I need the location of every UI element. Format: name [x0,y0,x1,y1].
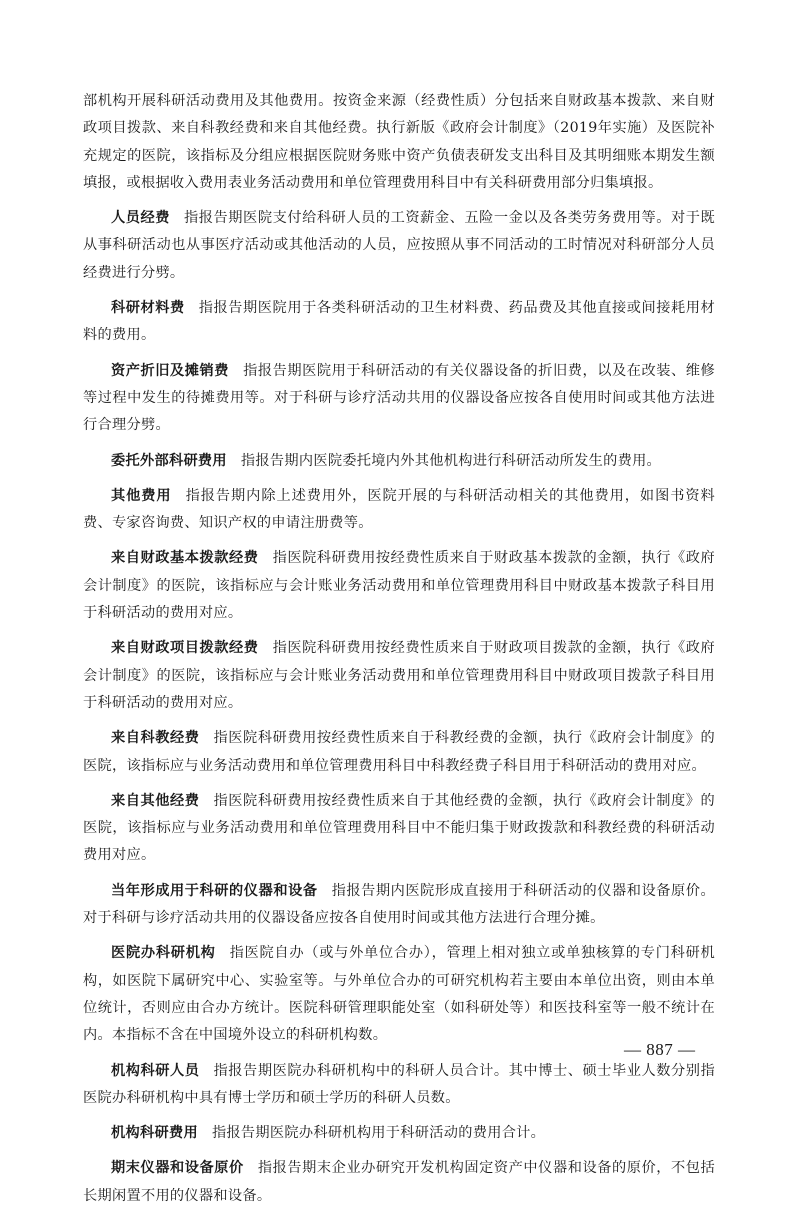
entry-term: 人员经费 [111,210,171,227]
entry-definition: 指报告期医院办科研机构用于科研活动的费用合计。 [211,1125,546,1142]
entry-term: 科研材料费 [111,300,185,317]
entry-definition: 指报告期医院用于科研活动的有关仪器设备的折旧费，以及在改装、维修等过程中发生的待摊费用等。对于科研与诊疗活动共用的仪器设备应按各自使用时间或其他方法进行合理分劈。 [83,362,715,434]
definition-entry [83,545,715,627]
definition-entry [83,1058,715,1113]
definition-entry [83,725,715,780]
entry-term: 当年形成用于科研的仪器和设备 [111,882,318,899]
definition-entry [83,448,715,475]
entry-definition: 指报告期末企业办研究开发机构固定资产中仪器和设备的原价，不包括长期闲置不用的仪器和设备。 [83,1160,715,1204]
entry-definition: 指报告期内除上述费用外，医院开展的与科研活动相关的其他费用，如图书资料费、专家咨询费、知识产权的申请注册费等。 [83,487,715,532]
entry-definition: 指报告期医院办科研机构中的科研人员合计。其中博士、硕士毕业人数分别指医院办科研机构中具有博士学历和硕士学历的科研人员数。 [83,1062,715,1106]
entry-definition: 指医院科研费用按经费性质来自于财政基本拨款的金额，执行《政府会计制度》的医院，该指标应与会计账业务活动费用和单位管理费用科目中财政基本拨款子科目用于科研活动的费用对应。 [83,550,715,622]
entry-term: 委托外部科研费用 [111,452,227,469]
definition-entry [83,788,715,870]
entry-definition: 指医院科研费用按经费性质来自于其他经费的金额，执行《政府会计制度》的医院，该指标应与业务活动费用和单位管理费用科目中不能归集于财政拨款和科教经费的科研活动费用对应。 [83,792,715,864]
entry-definition: 指医院科研费用按经费性质来自于财政项目拨款的金额，执行《政府会计制度》的医院，该指标应与会计账业务活动费用和单位管理费用科目中财政项目拨款子科目用于科研活动的费用对应。 [83,640,715,711]
definition-entry [83,878,715,933]
entry-definition: 指报告期内医院形成直接用于科研活动的仪器和设备原价。对于科研与诊疗活动共用的仪器设备应按各自使用时间或其他方法进行合理分摊。 [83,882,715,927]
entry-definition: 指医院科研费用按经费性质来自于科教经费的金额，执行《政府会计制度》的医院，该指标应与业务活动费用和单位管理费用科目中科教经费子科目用于科研活动的费用对应。 [83,730,715,774]
definition-entry [83,1155,715,1210]
entry-term: 来自其他经费 [111,792,200,809]
definition-entry [83,205,715,287]
entry-term: 机构科研费用 [111,1125,198,1142]
definition-entry [83,358,715,440]
definition-entry [83,295,715,350]
definition-entry [83,940,715,1049]
entry-term: 医院办科研机构 [111,945,216,962]
definition-entry [83,483,715,538]
document-body [83,88,715,1218]
entry-term: 机构科研人员 [111,1062,200,1079]
entry-definition: 指医院自办（或与外单位合办），管理上相对独立或单独核算的专门科研机构，如医院下属研究中心、实验室等。与外单位合办的可研究机构若主要由本单位出资，则由本单位统计，否则应由合办方统计。医院科研管理职能处室（如科研处等）和医技科室等一般不统计在内。本指标不含在中国境外设立的科研机构数。 [83,945,715,1044]
entry-term: 期末仪器和设备原价 [111,1160,244,1177]
entry-definition: 指报告期医院用于各类科研活动的卫生材料费、药品费及其他直接或间接耗用材料的费用。 [83,300,715,344]
page-number: — 887 — [624,1040,696,1059]
entry-term: 来自财政基本拨款经费 [111,550,259,567]
entry-term: 来自财政项目拨款经费 [111,640,259,657]
entry-definition: 指报告期内医院委托境内外其他机构进行科研活动所发生的费用。 [240,452,662,469]
entry-term: 其他费用 [111,487,172,504]
entry-term: 来自科教经费 [111,730,200,747]
definition-entry [83,1120,715,1147]
definition-entry [83,635,715,717]
continuation-paragraph: 部机构开展科研活动费用及其他费用。按资金来源（经费性质）分包括来自财政基本拨款、来自财政项目拨款、来自科教经费和来自其他经费。执行新版《政府会计制度》（2019年实施）及医院补充规定的医院，该指标及分组应根据医院财务账中资产负债表研发支出科目及其明细账本期发生额填报，或根据收入费用表业务活动费用和单位管理费用科目中有关科研费用部分归集填报。 [83,93,715,191]
entry-definition: 指报告期医院支付给科研人员的工资薪金、五险一金以及各类劳务费用等。对于既从事科研活动也从事医疗活动或其他活动的人员，应按照从事不同活动的工时情况对科研部分人员经费进行分劈。 [83,210,715,281]
entry-term: 资产折旧及摊销费 [111,362,230,379]
